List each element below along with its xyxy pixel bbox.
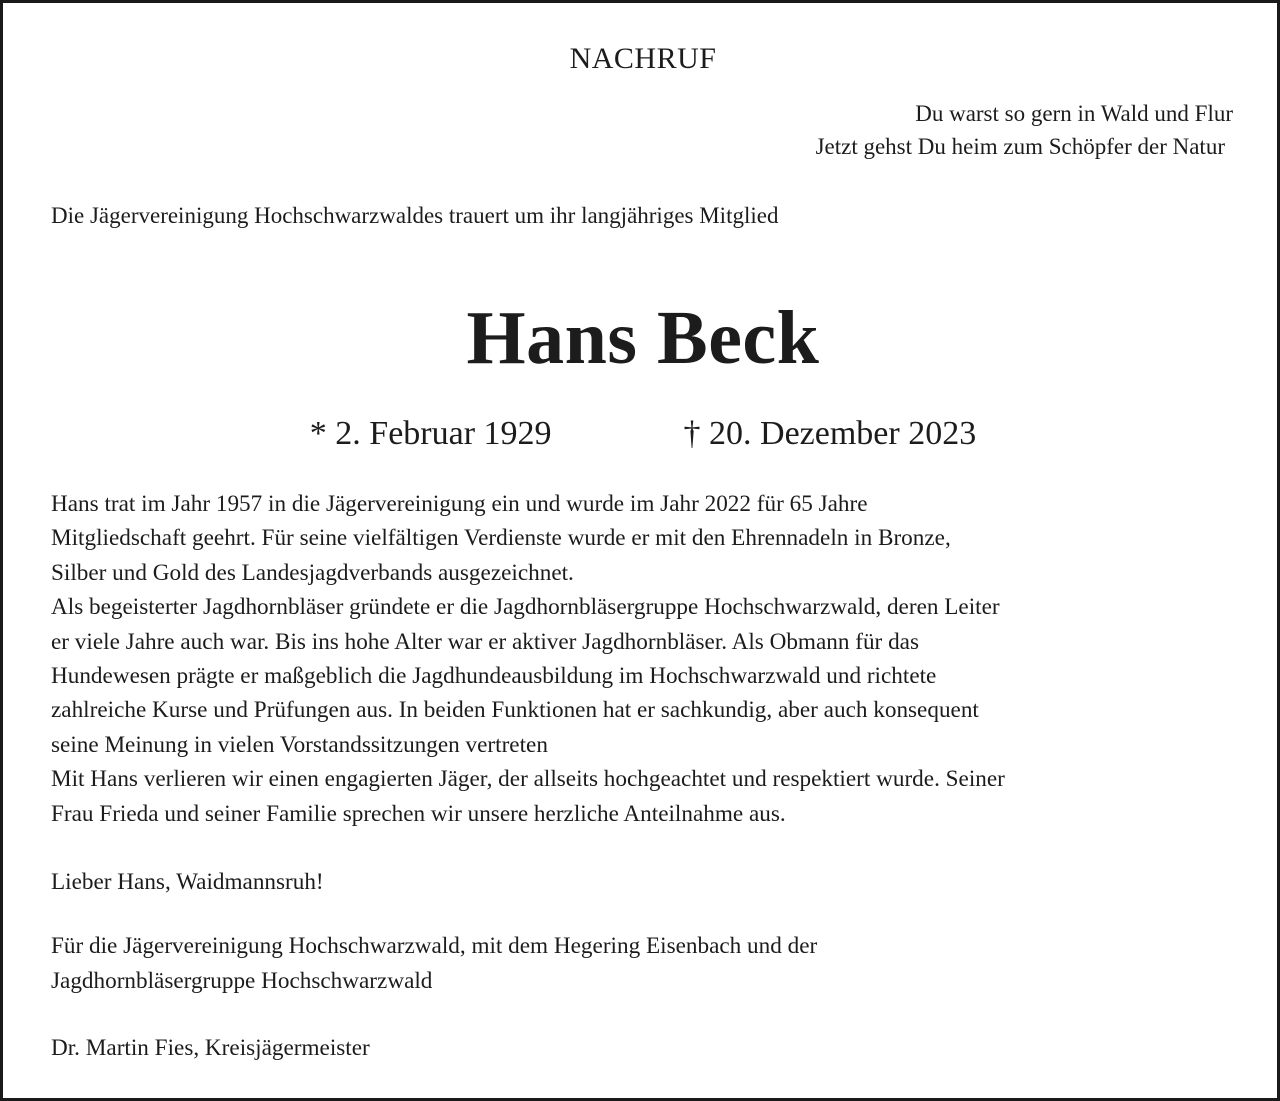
signature: Dr. Martin Fies, Kreisjägermeister [51,1035,370,1061]
verse-line: Du warst so gern in Wald und Flur [915,101,1233,126]
body-line: Als begeisterter Jagdhornbläser gründete er die Jagdhornbläsergruppe Hochschwarzwald, deren Leiter [51,594,1000,621]
body-line: Mitgliedschaft geehrt. Für seine vielfältigen Verdienste wurde er mit den Ehrennadeln in Bronze, [51,525,951,552]
body-line: Hundewesen prägte er maßgeblich die Jagdhundeausbildung im Hochschwarzwald und richtete [51,663,937,690]
deceased-name: Hans Beck [466,296,820,380]
memorial-verse [816,97,1233,163]
sender-line: Für die Jägervereinigung Hochschwarzwald, mit dem Hegering Eisenbach und der [51,933,818,959]
life-dates [3,413,1280,455]
intro-text: Die Jägervereinigung Hochschwarzwaldes trauert um ihr langjähriges Mitglied [51,203,779,228]
verse-line: Jetzt gehst Du heim zum Schöpfer der Natur [815,134,1225,159]
notice-heading: NACHRUF [569,42,717,75]
farewell-line: Lieber Hans, Waidmannsruh! [51,869,324,895]
body-line: er viele Jahre auch war. Bis ins hohe Alter war er aktiver Jagdhornbläser. Als Obmann für das [51,628,919,655]
body-line: zahlreiche Kurse und Prüfungen aus. In beiden Funktionen hat er sachkundig, aber auch konsequent [51,697,979,724]
sender-line: Jagdhornbläsergruppe Hochschwarzwald [51,967,433,994]
birth-date: * 2. Februar 1929 [309,415,552,452]
obituary-body [51,487,1251,831]
body-line: Silber und Gold des Landesjagdverbands ausgezeichnet. [51,559,574,586]
body-line: Mit Hans verlieren wir einen engagierten Jäger, der allseits hochgeachtet und respektiert wurde. Seiner [51,766,1005,793]
body-line: Frau Frieda und seiner Familie sprechen wir unsere herzliche Anteilnahme aus. [51,800,786,827]
sender-block [51,929,817,998]
body-line: seine Meinung in vielen Vorstandssitzungen vertreten [51,731,548,758]
death-date: † 20. Dezember 2023 [683,415,977,452]
body-line: Hans trat im Jahr 1957 in die Jägervereinigung ein und wurde im Jahr 2022 für 65 Jahre [51,491,868,517]
